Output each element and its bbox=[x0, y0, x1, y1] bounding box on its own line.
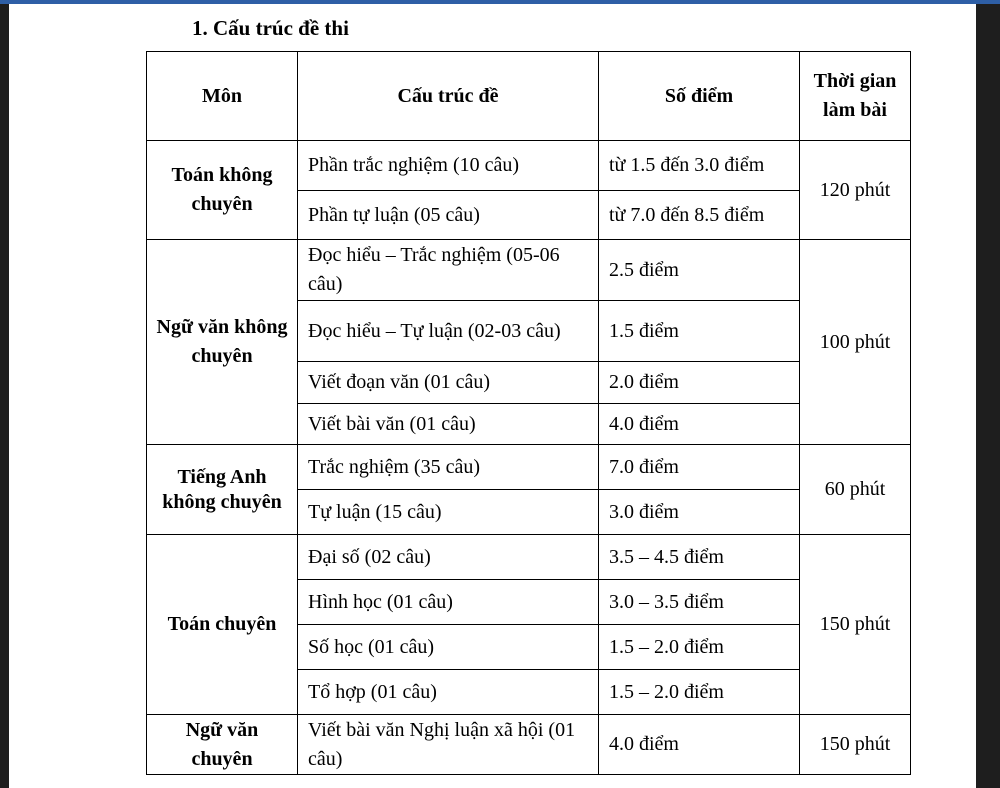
score-cell: từ 1.5 đến 3.0 điểm bbox=[599, 141, 800, 191]
structure-cell: Số học (01 câu) bbox=[298, 625, 599, 670]
structure-cell: Phần trắc nghiệm (10 câu) bbox=[298, 141, 599, 191]
structure-cell: Đọc hiểu – Trắc nghiệm (05-06 câu) bbox=[298, 240, 599, 301]
table-row bbox=[147, 715, 911, 775]
header-subject: Môn bbox=[147, 52, 298, 141]
score-cell: 3.0 – 3.5 điểm bbox=[599, 580, 800, 625]
subject-cell: Ngữ văn không chuyên bbox=[147, 240, 298, 445]
score-cell: 4.0 điểm bbox=[599, 404, 800, 445]
table-header-row bbox=[147, 52, 911, 141]
structure-cell: Đại số (02 câu) bbox=[298, 535, 599, 580]
table-row bbox=[147, 240, 911, 301]
score-cell: 4.0 điểm bbox=[599, 715, 800, 775]
time-cell: 60 phút bbox=[800, 445, 911, 535]
time-cell: 150 phút bbox=[800, 715, 911, 775]
score-cell: 3.5 – 4.5 điểm bbox=[599, 535, 800, 580]
time-cell: 120 phút bbox=[800, 141, 911, 240]
structure-cell: Tổ hợp (01 câu) bbox=[298, 670, 599, 715]
score-cell: 3.0 điểm bbox=[599, 490, 800, 535]
structure-cell: Phần tự luận (05 câu) bbox=[298, 191, 599, 240]
structure-cell: Đọc hiểu – Tự luận (02-03 câu) bbox=[298, 301, 599, 362]
structure-cell: Viết bài văn (01 câu) bbox=[298, 404, 599, 445]
structure-cell: Trắc nghiệm (35 câu) bbox=[298, 445, 599, 490]
score-cell: 2.5 điểm bbox=[599, 240, 800, 301]
header-structure: Cấu trúc đề bbox=[298, 52, 599, 141]
section-heading: 1. Cấu trúc đề thi bbox=[192, 16, 349, 40]
document-page bbox=[9, 4, 976, 788]
score-cell: 1.5 – 2.0 điểm bbox=[599, 625, 800, 670]
score-cell: 1.5 – 2.0 điểm bbox=[599, 670, 800, 715]
score-cell: từ 7.0 đến 8.5 điểm bbox=[599, 191, 800, 240]
structure-cell: Hình học (01 câu) bbox=[298, 580, 599, 625]
table-row bbox=[147, 535, 911, 580]
subject-cell: Toán không chuyên bbox=[147, 141, 298, 240]
score-cell: 7.0 điểm bbox=[599, 445, 800, 490]
table-row bbox=[147, 141, 911, 191]
structure-cell: Viết bài văn Nghị luận xã hội (01 câu) bbox=[298, 715, 599, 775]
time-cell: 100 phút bbox=[800, 240, 911, 445]
subject-cell: Ngữ văn chuyên bbox=[147, 715, 298, 775]
subject-cell: Tiếng Anh không chuyên bbox=[147, 445, 298, 535]
table-row bbox=[147, 445, 911, 490]
score-cell: 1.5 điểm bbox=[599, 301, 800, 362]
score-cell: 2.0 điểm bbox=[599, 362, 800, 404]
structure-cell: Tự luận (15 câu) bbox=[298, 490, 599, 535]
header-score: Số điểm bbox=[599, 52, 800, 141]
structure-cell: Viết đoạn văn (01 câu) bbox=[298, 362, 599, 404]
exam-structure-table bbox=[146, 51, 911, 775]
subject-cell: Toán chuyên bbox=[147, 535, 298, 715]
time-cell: 150 phút bbox=[800, 535, 911, 715]
header-time: Thời gian làm bài bbox=[800, 52, 911, 141]
